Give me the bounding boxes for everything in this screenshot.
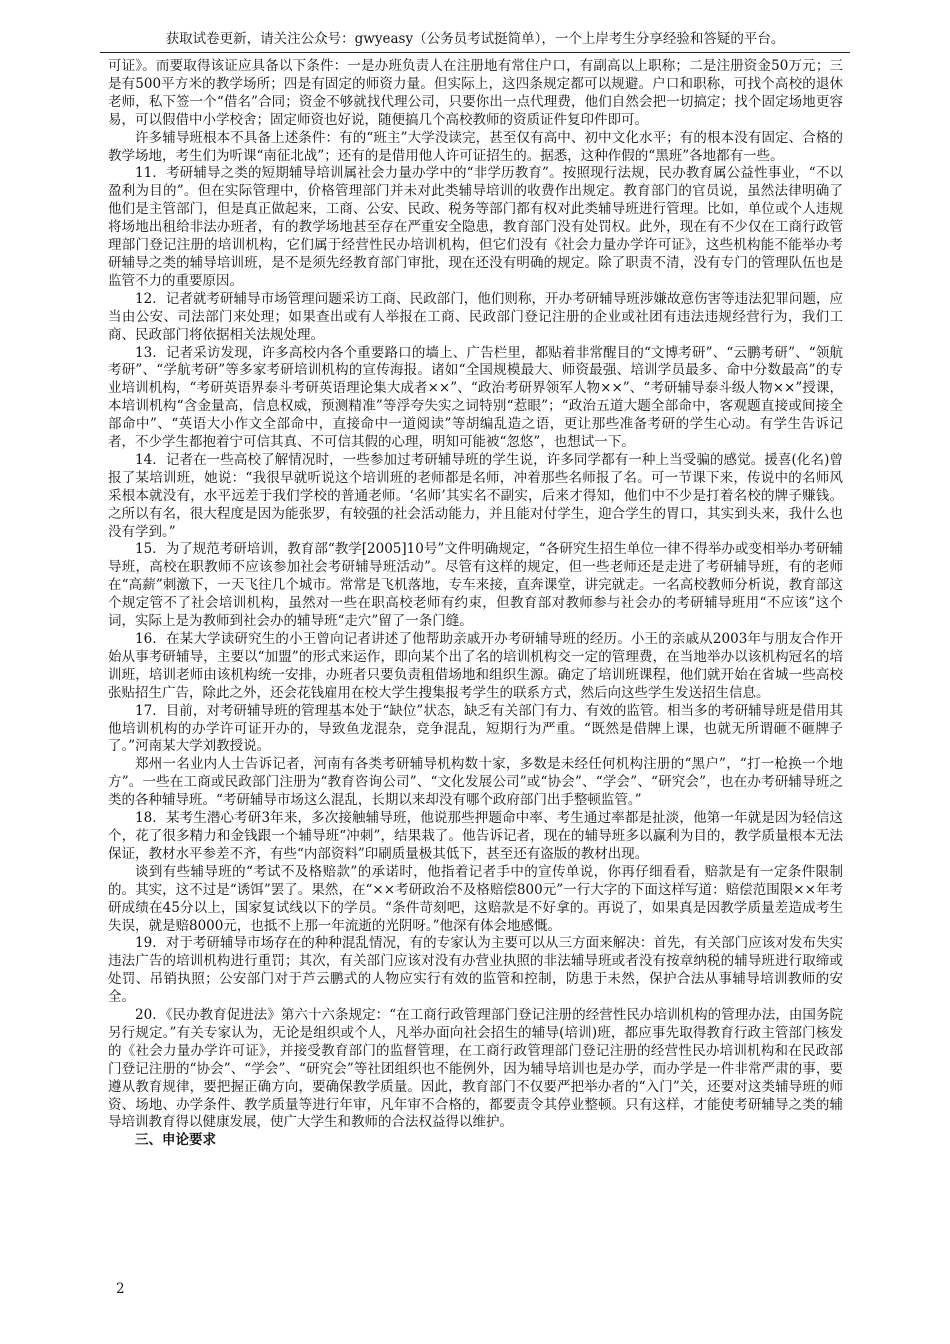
paragraph: 郑州一名业内人士告诉记者，河南有各类考研辅导机构数十家，多数是未经任何机构注册的“黑户”，“打一枪换一个地方”。一些在工商或民政部门注册为“教育咨询公司”、“文化发展公司”或“协会”、“学会”、“研究会”，也在办考研辅导班之类的各种辅导班。“考研辅导市场这么混乱，长期以来却没有哪个政府部门出手整顿监管。” bbox=[108, 756, 843, 809]
paragraph: 可证》。而要取得该证应具备以下条件：一是办班负责人在注册地有常住户口，有副高以上职称；二是注册资金50万元；三是有500平方米的教学场所；四是有固定的师资力量。但实际上，这四条规定都可以规避。户口和职称，可找个高校的退休老师，私下签一个“借名”合同；资金不够就找代理公司，只要你出一点代理费，他们自然会把一切搞定；找个固定场地更容易，可以假借中小学校舍；固定师资也好说，随便搞几个高校教师的资质证件复印件即可。 bbox=[108, 58, 843, 128]
paragraph: 许多辅导班根本不具备上述条件：有的“班主”大学没读完，甚至仅有高中、初中文化水平；有的根本没有固定、合格的教学场地，考生们为听课“南征北战”；还有的是借用他人许可证招生的。据悉，这种作假的“黑班”各地都有一些。 bbox=[108, 129, 843, 164]
paragraph: 19．对于考研辅导市场存在的种种混乱情况，有的专家认为主要可以从三方面来解决：首先，有关部门应该对发布失实违法广告的培训机构进行重罚；其次，有关部门应该对没有办营业执照的非法辅导班或者没有按章纳税的辅导班进行取缔或处罚、吊销执照；公安部门对于芦云鹏式的人物应实行有效的监管和控制，防患于未然，保护合法从事辅导培训教师的安全。 bbox=[108, 935, 843, 1006]
paragraph: 14．记者在一些高校了解情况时，一些参加过考研辅导班的学生说，许多同学都有一种上当受骗的感觉。援喜(化名)曾报了某培训班，她说：“我很早就听说这个培训班的老师都是名师，冲着那些名师报了名。可一节课下来，传说中的名师风采根本就没有，水平远差于我们学校的普通老师。‘名师’其实名不副实，后来才得知，他们中不少是打着名校的牌子赚钱。之所以有名，很大程度是因为能张罗，有较强的社会活动能力，并且能对付学生，迎合学生的胃口，其实到头来，我什么也没有学到。” bbox=[108, 451, 843, 540]
document-body bbox=[108, 58, 843, 1150]
paragraph: 18．某考生潜心考研3年来，多次接触辅导班，他说那些押题命中率、考生通过率都是扯淡，他第一年就是因为轻信这个，花了很多精力和金钱跟一个辅导班“冲刺”，结果栽了。他告诉记者，现在的辅导班多以赢利为目的，教学质量根本无法保证，教材水平参差不齐，有些“内部资料”印刷质量极其低下，甚至还有盗版的教材出现。 bbox=[108, 810, 843, 862]
paragraph: 17．目前，对考研辅导班的管理基本处于“缺位”状态，缺乏有关部门有力、有效的监管。相当多的考研辅导班是借用其他培训机构的办学许可证开办的，导致鱼龙混杂，竞争混乱，短期行为严重。“既然是借牌上课，也就无所谓砸不砸牌子了。”河南某大学刘教授说。 bbox=[108, 702, 843, 755]
paragraph: 20．《民办教育促进法》第六十六条规定：“在工商行政管理部门登记注册的经营性民办培训机构的管理办法，由国务院另行规定。”有关专家认为，无论是组织或个人，凡举办面向社会招生的辅导(培训)班，都应事先取得教育行政主管部门核发的《社会力量办学许可证》，并接受教育部门的监督管理，在工商行政管理部门登记注册的经营性民办培训机构和在民政部门登记注册的“协会”、“学会”、“研究会”等社团组织也不能例外，因为辅导培训也是办学，而办学是一件非常严肃的事，要遵从教育规律，要把握正确方向，要确保教学质量。因此，教育部门不仅要严把举办者的“入门”关，还要对这类辅导班的师资、场地、办学条件、教学质量等进行年审，凡年审不合格的，都要责令其停业整顿。只有这样，才能使考研辅导之类的辅导培训教育得以健康发展，使广大学生和教师的合法权益得以维护。 bbox=[108, 1007, 843, 1131]
paragraph: 16．在某大学读研究生的小王曾向记者讲述了他帮助亲戚开办考研辅导班的经历。小王的亲戚从2003年与朋友合作开始从事考研辅导，主要以“加盟”的形式来运作，即向某个出了名的培训机构交一定的管理费，在当地举办以该机构冠名的培训班，培训老师由该机构统一安排，办班者只要负责租借场地和组织生源。确定了培训班课程，他们就开始在省城一些高校张贴招生广告，除此之外，还会花钱雇用在校大学生搜集报考学生的联系方式，然后向这些学生发送招生信息。 bbox=[108, 631, 843, 701]
section-heading: 三、申论要求 bbox=[135, 1132, 216, 1149]
paragraph: 12．记者就考研辅导市场管理问题采访工商、民政部门，他们则称，开办考研辅导班涉嫌故意伤害等违法犯罪问题，应当由公安、司法部门来处理；如果查出或有人举报在工商、民政部门登记注册的企业或社团有违法违规经营行为，我们工商、民政部门将依据相关法规处理。 bbox=[108, 290, 843, 343]
page-number: 2 bbox=[116, 1281, 125, 1297]
paragraph: 谈到有些辅导班的“考试不及格赔款”的承诺时，他指着记者手中的宣传单说，你再仔细看看，赔款是有一定条件限制的。其实，这不过是“诱饵”罢了。果然，在“××考研政治不及格赔偿800元”一行大字的下面这样写道：赔偿范围限××年考研成绩在45分以上，国家复试线以下的学员。“条件苛刻吧，这赔款是不好拿的。再说了，如果真是因教学质量差造成考生失误，就是赔8000元，也抵不上那一年流逝的光阴呀。”他深有体会地感慨。 bbox=[108, 863, 843, 934]
paragraph: 13．记者采访发现，许多高校内各个重要路口的墙上、广告栏里，都贴着非常醒目的“文博考研”、“云鹏考研”、“领航考研”、“学航考研”等多家考研培训机构的宣传海报。诸如“全国规模最大、师资最强、培训学员最多、命中分数最高”的专业培训机构，“考研英语界泰斗考研英语理论集大成者××”、“政治考研界领军人物××”、“考研辅导泰斗级人物××”授课，本培训机构“含金量高，信息权威，预测精准”等浮夸失实之词特别“惹眼”；“政治五道大题全部命中，客观题直接或间接全部命中”、“英语大小作文全部命中，直接命中一道阅读”等胡编乱造之语，更让那些准备考研的学生心动。有学生告诉记者，不少学生都抱着宁可信其真、不可信其假的心理，明知可能被“忽悠”，也想试一下。 bbox=[108, 344, 843, 451]
paragraph: 11．考研辅导之类的短期辅导培训属社会力量办学中的“非学历教育”。按照现行法规，民办教育属公益性事业，“不以盈利为目的”。但在实际管理中，价格管理部门并未对此类辅导培训的收费作出规定。教育部门的官员说，虽然法律明确了他们是主管部门，但是真正做起来，工商、公安、民政、税务等部门都有权对此类辅导班进行管理。比如，单位或个人违规将场地出租给非法办班者，有的教学场地甚至存在严重安全隐患，教育部门没有处罚权。此外，现在有不少仅在工商行政管理部门登记注册的培训机构，它们属于经营性民办培训机构，但它们没有《社会力量办学许可证》，这些机构能不能举办考研辅导之类的辅导培训班，是不是须先经教育部门审批，现在还没有明确的规定。除了职责不清，没有专门的管理队伍也是监管不力的重要原因。 bbox=[108, 165, 843, 289]
paragraph: 15．为了规范考研培训，教育部“教学[2005]10号”文件明确规定，“各研究生招生单位一律不得举办或变相举办考研辅导班，高校在职教师不应该参加社会考研辅导班活动”。尽管有这样的规定，但一些老师还是走进了考研辅导班，有的老师在“高薪”刺激下，一天飞往几个城市。常常是飞机落地，专车来接，直奔课堂，讲完就走。一名高校教师分析说，教育部这个规定管不了社会培训机构，虽然对一些在职高校老师有约束，但教育部对教师参与社会办的考研辅导班用“不应该”这个词，实际上是为教师到社会办的辅导班“走穴”留了一条门缝。 bbox=[108, 541, 843, 630]
page-header: 获取试卷更新，请关注公众号：gwyeasy（公务员考试挺简单），一个上岸考生分享经验和答疑的平台。 bbox=[100, 30, 850, 53]
